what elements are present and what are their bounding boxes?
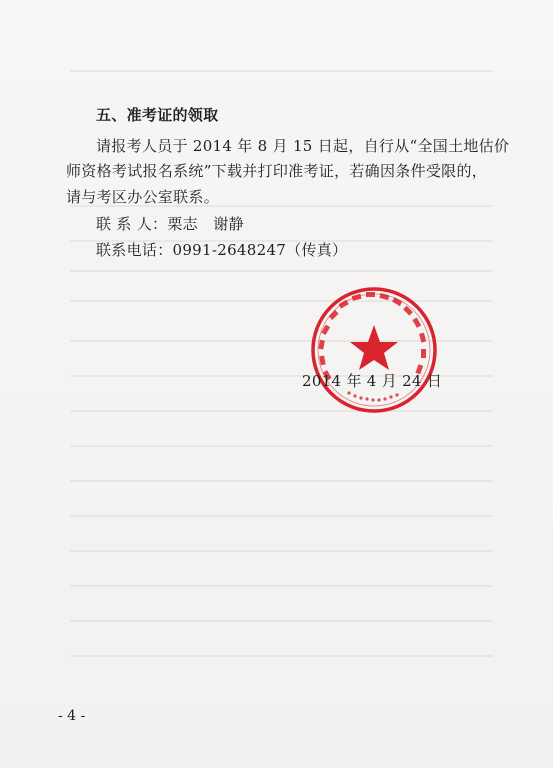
document-date: 2014 年 4 月 24 日 [302, 372, 443, 390]
page-number: - 4 - [58, 708, 86, 724]
paragraph-line-1: 请报考人员于 2014 年 8 月 15 日起，自行从“全国土地估价 [96, 137, 510, 155]
section-heading: 五、准考证的领取 [96, 106, 219, 124]
official-seal-icon [309, 285, 439, 415]
paragraph-line-2: 师资格考试报名系统”下载并打印准考证，若确因条件受限的， [66, 162, 488, 180]
contact-phone: 联系电话：0991-2648247（传真） [96, 241, 348, 259]
contact-person: 联 系 人：栗志 谢静 [96, 215, 244, 233]
paragraph-line-3: 请与考区办公室联系。 [66, 188, 220, 206]
